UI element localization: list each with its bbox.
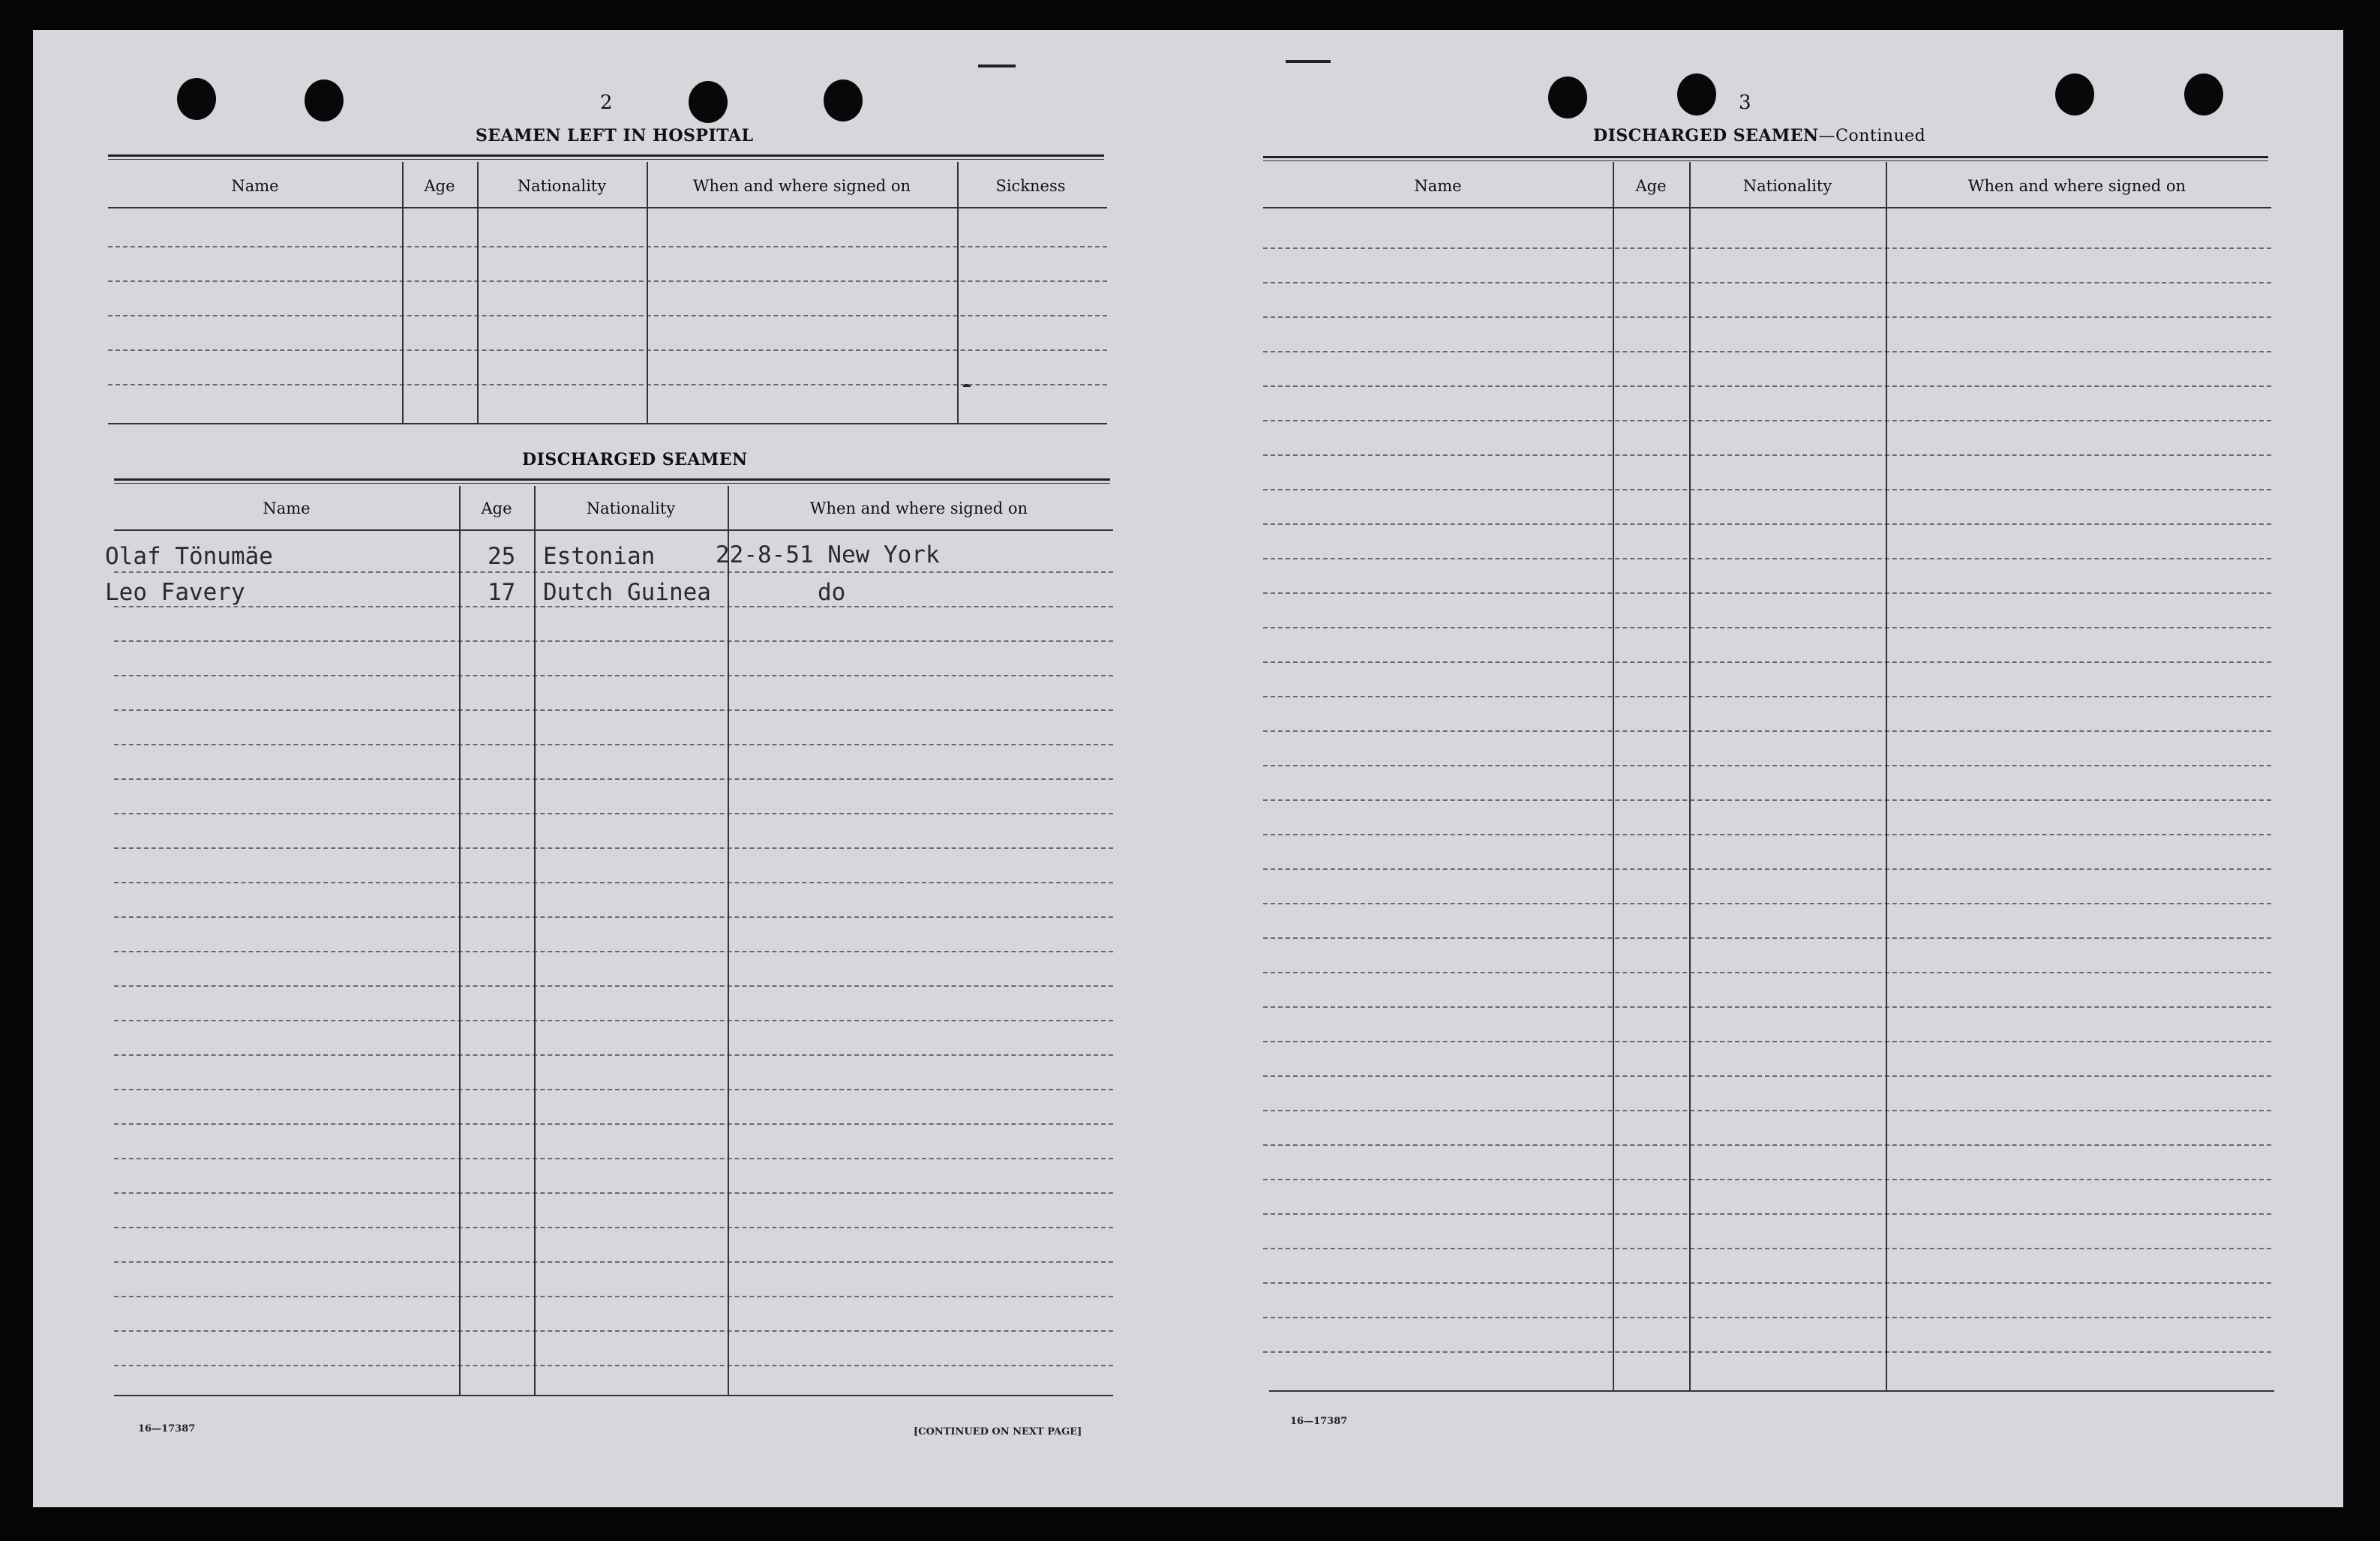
hospital-header-sickness: Sickness (995, 177, 1066, 195)
punch-hole (1677, 73, 1716, 115)
column-divider (728, 486, 729, 1395)
row-line (1263, 1179, 2271, 1180)
table-bottom-rule (1269, 1390, 2274, 1392)
row-line (1263, 1075, 2271, 1077)
row-line (114, 571, 1113, 573)
table-bottom-rule (108, 423, 1107, 424)
row-2-nationality: Dutch Guinea (543, 579, 711, 606)
row-line (114, 1261, 1113, 1263)
row-line (1263, 351, 2271, 352)
row-2-age: 17 (488, 579, 516, 606)
double-rule (1263, 156, 2268, 161)
row-line (1263, 1317, 2271, 1318)
row-line (1263, 799, 2271, 801)
continued-header-signed-on: When and where signed on (1967, 177, 2186, 195)
row-1-age: 25 (488, 543, 516, 570)
row-line (114, 1054, 1113, 1056)
row-line (1263, 1248, 2271, 1249)
row-line (1263, 247, 2271, 249)
row-line (1263, 1041, 2271, 1042)
row-2-signed-on: do (818, 579, 846, 606)
row-line (1263, 937, 2271, 939)
form-number-left: 16—17387 (138, 1423, 196, 1435)
row-line (114, 1123, 1113, 1125)
row-line (114, 951, 1113, 952)
column-divider (534, 486, 536, 1395)
row-line (1263, 316, 2271, 318)
column-divider (1689, 162, 1691, 1390)
row-line (114, 847, 1113, 849)
hospital-header-age: Age (424, 177, 455, 195)
header-rule (1263, 207, 2271, 208)
row-line (114, 1296, 1113, 1297)
double-rule (114, 478, 1110, 484)
punch-hole (689, 81, 728, 123)
continued-note: [CONTINUED ON NEXT PAGE] (914, 1426, 1082, 1438)
row-line (1263, 765, 2271, 766)
row-line (114, 1089, 1113, 1090)
discharged-header-name: Name (263, 499, 311, 517)
table-bottom-rule (114, 1395, 1113, 1396)
row-line (1263, 903, 2271, 904)
row-line (1263, 523, 2271, 525)
row-line (114, 916, 1113, 918)
row-line (114, 882, 1113, 883)
double-rule (108, 154, 1104, 160)
row-line (1263, 696, 2271, 697)
row-line (114, 744, 1113, 745)
row-line (114, 640, 1113, 642)
punch-hole (2184, 73, 2223, 115)
column-divider (402, 162, 404, 423)
punch-hole (177, 78, 216, 120)
row-line (1263, 282, 2271, 283)
discharged-continued-title-main: DISCHARGED SEAMEN (1593, 126, 1819, 145)
row-line (1263, 385, 2271, 387)
row-line (114, 1020, 1113, 1021)
row-1-nationality: Estonian (543, 543, 656, 570)
row-line (114, 1330, 1113, 1332)
form-number-right: 16—17387 (1290, 1416, 1348, 1427)
header-rule (114, 529, 1113, 531)
page-number-right: 3 (1739, 91, 1751, 114)
discharged-section-title: DISCHARGED SEAMEN (522, 450, 748, 469)
row-line (114, 813, 1113, 814)
row-line (1263, 661, 2271, 663)
row-line (1263, 1351, 2271, 1353)
page-number-left: 2 (600, 91, 613, 114)
continued-header-name: Name (1414, 177, 1462, 195)
row-line (114, 985, 1113, 987)
hospital-header-nationality: Nationality (517, 177, 607, 195)
row-line (114, 1227, 1113, 1228)
row-line (1263, 834, 2271, 835)
speck (978, 64, 1016, 67)
discharged-continued-title (1593, 126, 1925, 145)
row-line (1263, 454, 2271, 456)
row-line (1263, 1006, 2271, 1008)
row-line (1263, 1144, 2271, 1146)
row-line (1263, 592, 2271, 594)
column-divider (647, 162, 648, 423)
row-line (114, 709, 1113, 711)
column-divider (1886, 162, 1887, 1390)
row-line (1263, 558, 2271, 559)
row-line (1263, 1110, 2271, 1111)
row-line (1263, 627, 2271, 628)
row-line (1263, 1213, 2271, 1215)
column-divider (477, 162, 479, 423)
document-page (33, 30, 2343, 1507)
continued-header-nationality: Nationality (1742, 177, 1832, 195)
column-divider (459, 486, 461, 1395)
discharged-continued-title-suffix: —Continued (1818, 127, 1926, 145)
hospital-header-signed-on: When and where signed on (692, 177, 911, 195)
column-divider (1613, 162, 1614, 1390)
row-line (114, 1192, 1113, 1194)
row-line (1263, 868, 2271, 870)
discharged-header-signed-on: When and where signed on (809, 499, 1028, 517)
discharged-header-age: Age (481, 499, 512, 517)
discharged-header-nationality: Nationality (586, 499, 676, 517)
row-line (1263, 489, 2271, 490)
row-1-name: Olaf Tönumäe (105, 543, 273, 570)
punch-hole (824, 79, 863, 121)
continued-header-age: Age (1635, 177, 1667, 195)
speck (1286, 60, 1331, 63)
punch-hole (1548, 76, 1587, 118)
row-line (114, 778, 1113, 780)
row-line (1263, 730, 2271, 732)
hospital-section-title: SEAMEN LEFT IN HOSPITAL (476, 126, 754, 145)
row-1-signed-on: 22-8-51 New York (716, 541, 940, 568)
row-line (1263, 420, 2271, 421)
row-line (1263, 972, 2271, 973)
row-2-name: Leo Favery (105, 579, 245, 606)
row-line (1263, 1282, 2271, 1284)
punch-hole (2055, 73, 2094, 115)
punch-hole (305, 79, 344, 121)
column-divider (957, 162, 959, 423)
row-line (114, 675, 1113, 676)
row-line (114, 606, 1113, 607)
row-line (114, 1158, 1113, 1159)
row-line (114, 1365, 1113, 1366)
hospital-header-name: Name (231, 177, 279, 195)
